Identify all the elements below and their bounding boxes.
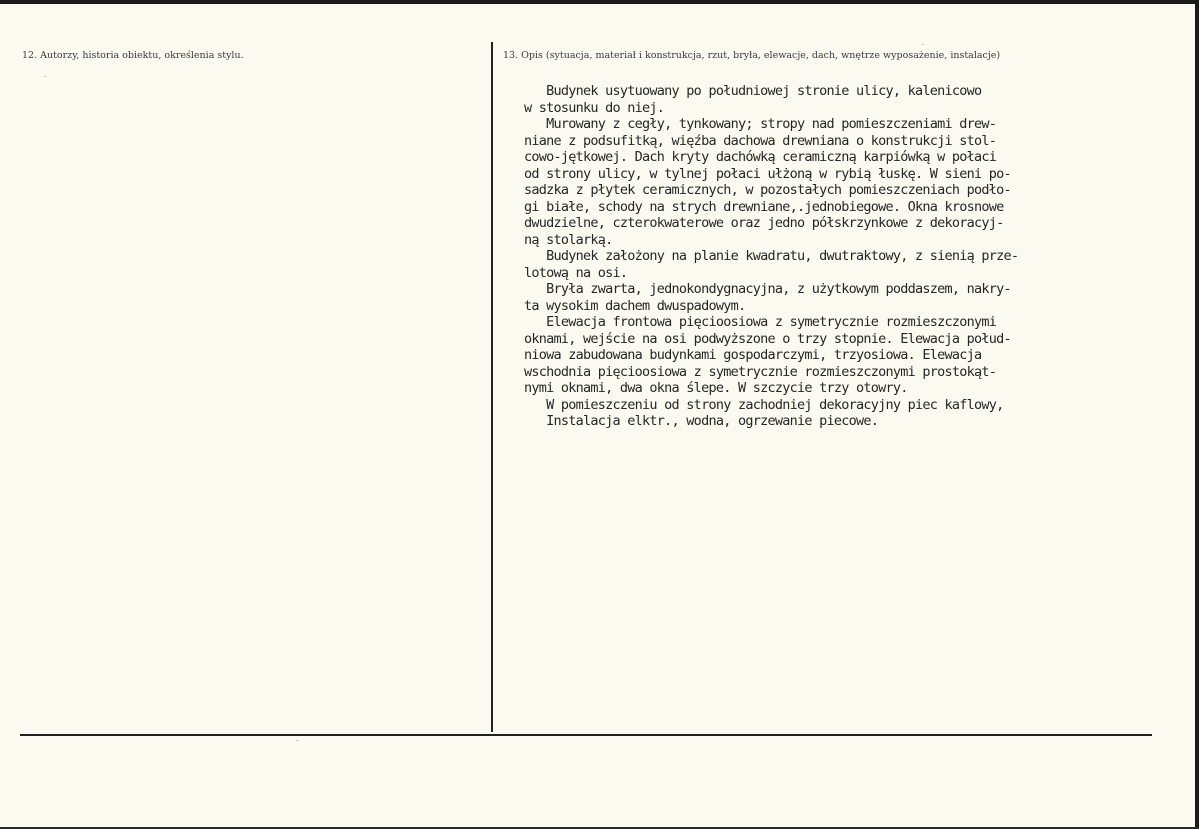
field-13-label: 13. Opis (sytuacja, materiał i konstrukcja, rzut, bryła, elewacje, dach, wnętrze wyposażenie, instalacje)	[503, 50, 1001, 61]
description-line: W pomieszczeniu od strony zachodniej dekoracyjny piec kaflowy,	[524, 396, 1004, 413]
description-line: lotową na osi.	[524, 264, 628, 281]
paper-speck	[296, 740, 298, 741]
description-line: Budynek założony na planie kwadratu, dwutraktowy, z sienią prze-	[524, 248, 1019, 264]
description-line: ta wysokim dachem dwuspadowym.	[524, 297, 746, 314]
description-line: Murowany z cegły, tynkowany; stropy nad pomieszczeniami drew-	[524, 116, 997, 132]
description-line: niane z podsufitką, więźba dachowa drewniana o konstrukcji stol-	[524, 132, 997, 149]
right-border	[1195, 0, 1199, 829]
description-line: Instalacja elktr., wodna, ogrzewanie piecowe.	[524, 413, 879, 429]
description-line: sadzka z płytek ceramicznych, w pozostałych pomieszczeniach podło-	[524, 182, 1011, 198]
description-line: gi białe, schody na strych drewniane,.jednobiegowe. Okna krosnowe	[524, 198, 1004, 215]
description-line: wschodnia pięcioosiowa z symetrycznie rozmieszczonymi prostokąt-	[524, 363, 997, 380]
bottom-rule	[20, 734, 1152, 736]
field-12-label: 12. Autorzy, historia obiektu, określenia stylu.	[22, 50, 244, 61]
top-border	[0, 0, 1199, 4]
paper-speck	[44, 76, 46, 77]
description-line: oknami, wejście na osi podwyższone o trzy stopnie. Elewacja połud-	[524, 330, 1011, 347]
column-divider	[491, 42, 493, 732]
description-line: niowa zabudowana budynkami gospodarczymi, trzyosiowa. Elewacja	[524, 347, 982, 363]
description-line: Elewacja frontowa pięcioosiowa z symetrycznie rozmieszczonymi	[524, 314, 997, 330]
description-line: cowo-jętkowej. Dach kryty dachówką ceramiczną karpiówką w połaci	[524, 149, 997, 165]
description-line: ną stolarką.	[524, 231, 613, 248]
description-line: Bryła zwarta, jednokondygnacyjna, z użytkowym poddaszem, nakry-	[524, 281, 1011, 297]
description-line: dwudzielne, czterokwaterowe oraz jedno półskrzynkowe z dekoracyj-	[524, 215, 1004, 231]
description-line: od strony ulicy, w tylnej połaci ułżoną w rybią łuskę. W sieni po-	[524, 165, 1011, 182]
description-line: Budynek usytuowany po południowej stronie ulicy, kalenicowo	[524, 83, 982, 99]
paper-speck	[922, 44, 924, 45]
description-line: nymi oknami, dwa okna ślepe. W szczycie trzy otowry.	[524, 380, 908, 396]
description-text	[524, 83, 1184, 430]
description-line: w stosunku do niej.	[524, 99, 665, 116]
